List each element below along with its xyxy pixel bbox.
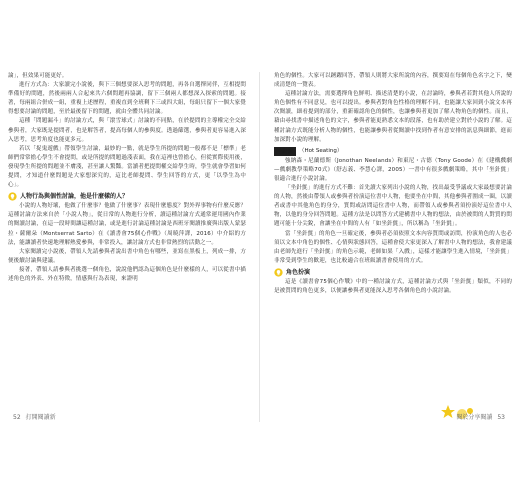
term-english: （Hot Seating）	[299, 147, 343, 154]
paragraph: 這是《讀書會75個心作戰》中的一種討論方式，這種討論方式與「坐針氈」類似，不同的是被質問的角色更多，以便讓參與者更能深入思考各個角色的小說討論。	[274, 278, 512, 294]
book-spread	[0, 72, 520, 428]
paragraph: 若以「捉鬼遊戲」帶領學生討論，最妙的一點，就是學生所提的問題一般都不是「標準」老師們常常擔心學生不會提問，或是所提的問題過淺表面，我在這裡也曾擔心，但從實際使用後，發現學生所提的問題並不膚淺，甚至讓人驚豔。當讀者把提問權交給學生時，學生就會學習如何提問，才知道什麼問題是大家想深究的，這比老師提問、學生回答的方式，更「以學生為中心」。	[8, 145, 246, 189]
running-title: 閱於分享閱讀	[456, 414, 493, 421]
paragraph: 「坐針氈」的進行方式不難：首先讀大家列出小說的人物，找出最受爭議或大家最想要討論的人物，然後由帶領人或參與者扮演這位書中人物，他要坐在中間，其他參與者圍成一圈，以讀者或書中其他角色的身分，質問或訪問這位書中人物，而帶領人或參與者須扮演好這位書中人物，以他的身分回答問題。這種方法是以問答方式建構書中人物的想法，由於被問的人對質的問題可能十分尖銳，會讓坐在中間的人有「如坐針氈」，所以稱為「坐針氈」。	[274, 185, 512, 228]
paragraph: 這種討論方法，需要選擇角色鮮明、描述清楚的小說，在討論時，參與者若對其他人所說的角色個性有不同意見，也可以提出。參與者對角色性格的理解不同，也能讓大家回到小說文本再次閱讀，細看提到的部分，重新確認角色的個性，也讓參與者更加了解人物角色的個性。而且，藉由尋找書中描述角色的文字，參與者能更熟悉文本的段落，也有助於建立對於小說的了解。這種討論方式既能分析人物的個性，也能讓參與者從閱讀中找到作者有意安排的訊息與細節，進而加深對小說的理解。	[274, 91, 512, 143]
term-label: 坐針氈	[276, 147, 295, 155]
lightbulb-icon	[274, 268, 283, 277]
paragraph: 強納森・尼蘭德斯（Jonothan Neelands）和東尼・古德（Tony Goode）在《建構戲劇—戲劇教學策略70式》（舒志義、李慧心譯，2005）一書中有很多戲劇策略，其中「坐針氈」很適合進行小說討論。	[274, 157, 512, 182]
right-footer	[456, 412, 508, 421]
paragraph: 大家閱讀完小說後，帶領人先請參與者說出書中角色有哪些，並寫在黑板上，列成一排，方便後續討論與建議。	[8, 248, 246, 264]
paragraph: 論」，但效果可能更好。	[8, 73, 68, 79]
paragraph: 接著，帶領人請參與者挑選一個角色，說說他們認為這個角色是什麼樣的人，可以從書中描述角色的外表、外在特徵，情感與行為表現，來證明	[8, 266, 246, 282]
page-gutter	[259, 72, 260, 422]
page-number: 52	[13, 414, 21, 421]
section-heading	[8, 192, 246, 201]
left-footer	[10, 412, 56, 421]
page-number: 53	[497, 414, 505, 421]
paragraph: 當「坐針氈」的角色一旦確定後，參與者必須依照文本內容質問或訪問，扮演角色的人也必須以文本中角色的個性、心情與狀態回答，這種會使大家更深入了解書中人物的想法，我會建議由老師先進行「坐針氈」的角色示範，老師如果「入戲」，這樣才能讓學生進入情境，「坐針氈」非常受到學生的歡迎，也比較適合在班級讀書會使用的方式。	[274, 230, 512, 264]
paragraph: 小說的人物好壞，他做了什麼事？他做了什麼事？表現什麼態度？對外界事物有什麼反應？這種討論方法來自於「小說人物」，從日常的人物進行分析，讀這種討論方式通常運用國內作業的閱讀討論，在這一段時間讓這種討論，或是進行討論這種討論是西班牙閱讀推廣與出版人蒙瑟拉・薩爾朵（Montserrat Sarto）在《讀書會75個心作戰》（周暁萍譯，2016）中介紹的方法，能讓讀者快速地理解熱愛參與，非常投入，讓討論方式也非常熱烈的活動之一。	[8, 203, 246, 246]
running-title: 打開閱讀新	[25, 414, 56, 421]
section-heading-text: 角色扮演	[286, 268, 311, 276]
left-page	[8, 72, 246, 428]
section-heading	[274, 268, 512, 277]
paragraph: 這種「問題漏斗」的討論方式，與「滾雪球式」討論的不同點，在於提問的主導權完全交給參與者，大家既是提問者，也是解答者，提高每個人的參與度。透過篩選，參與者更容易進入深入思考，思考角度也能更多元。	[8, 118, 246, 143]
paragraph: 進行方式為：大家讀完小說後，與下三個想要深入思考的問題，再各自選擇同伴，互相提問準備好的問題，然後兩兩人合起來共六個問題再協調，留下三個兩人都想深入探索的問題。接著，每兩組合併成一組，重複上述歷程，重複直到全班剩下三或四大組，每組只留下一個大家覺得想要討論的問題，至於最後留下的問題，就由全體共同討論。	[8, 82, 246, 116]
right-page	[274, 72, 512, 428]
section-heading-text: 人物行為與個性討論，他是什麼樣的人？	[20, 193, 129, 201]
lightbulb-icon	[8, 192, 17, 201]
term-heading	[274, 147, 512, 156]
paragraph: 角色的個性。大家可以踴躍回答，帶領人則將大家所說的內容，撰要寫在每個角色名字之下，變成清楚的一覽表。	[274, 73, 512, 89]
